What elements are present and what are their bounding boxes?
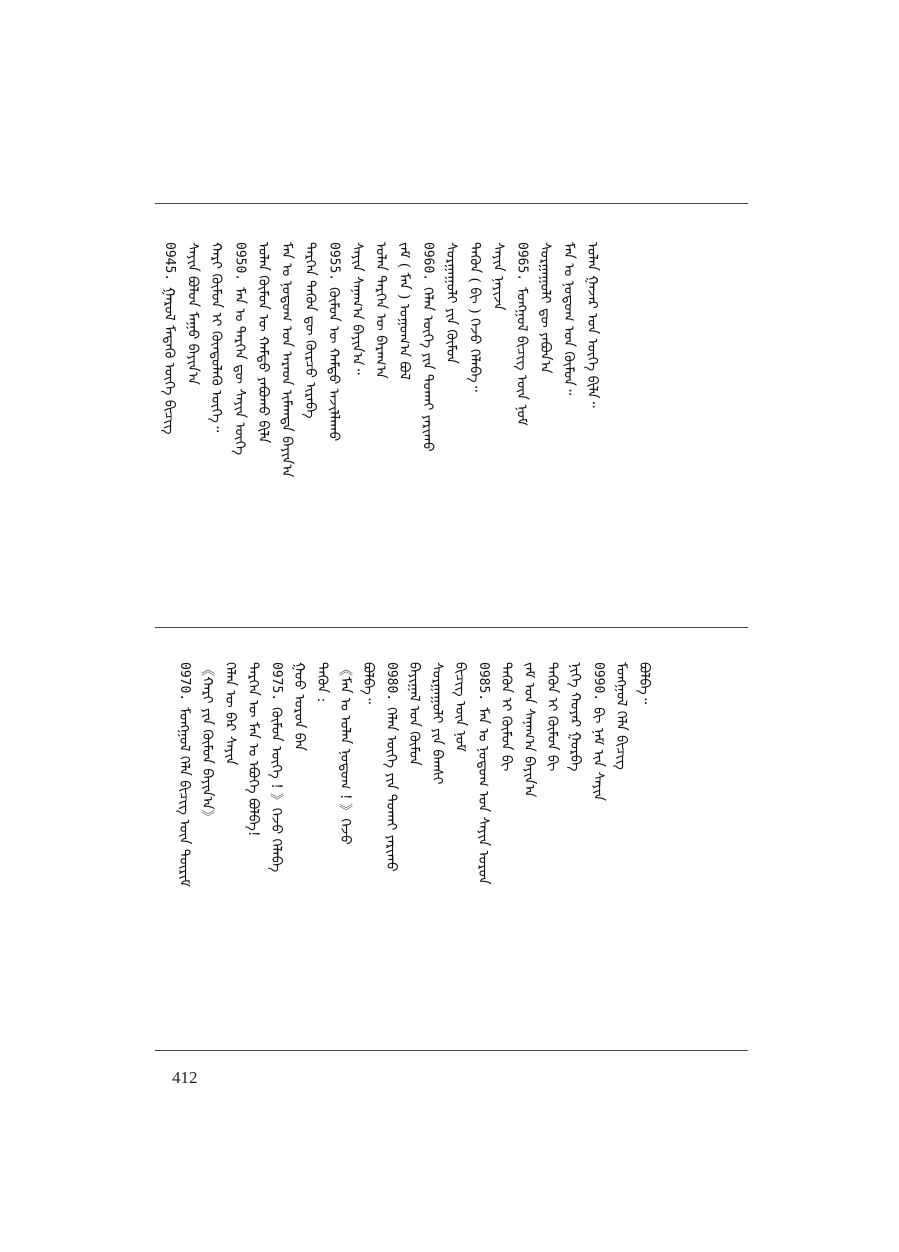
verse-text: ᠪᠢᠴᠢᠭ ᠦᠨ ᠨᠣᠮ — [452, 662, 468, 752]
line-number: 0990. — [591, 662, 606, 702]
verse-text: ᠲᠡᠭᠦᠨ ( ᠪᠢ ) ᠭᠡᠵᠦ ᠬᠡᠯᠡᠪᠡ᠃ — [466, 242, 483, 392]
text-column — [635, 662, 653, 704]
text-column — [198, 662, 216, 824]
verse-text: ᠰᠠᠶᠢᠨ ᠪᠣᠯᠣᠨ ᠮᠠᠭᠤ ᠪᠠᠶᠢᠨ᠎ᠠ — [184, 242, 201, 385]
text-column — [372, 242, 390, 379]
text-column — [566, 662, 584, 771]
verse-text: ᠮᠠᠨ ᠤ ᠨᠤᠲᠤᠭ ᠤᠨ ᠰᠠᠶᠢᠨ ᠣᠷᠣᠨ — [475, 707, 491, 885]
verse-text: ᠲᠡᠭᠦᠨ ᠢ ᠬᠦᠮᠦᠨ ᠪᠢ — [544, 662, 560, 772]
text-column — [301, 242, 319, 418]
text-column — [543, 662, 561, 771]
verse-text: ᠵᠠᠮ ( ᠮᠠᠨ ) ᠤᠭᠤᠭ᠎ᠠ ᠪᠣᠯ — [396, 242, 412, 380]
verse-text: ᠣᠯᠠᠨ ᠲᠡᠷᠭᠡᠨ ᠦ ᠪᠠᠷᠠᠭ᠎ᠠ — [372, 242, 389, 379]
line-number: 0970. — [177, 662, 192, 702]
text-column — [536, 242, 554, 374]
text-column — [474, 662, 492, 885]
lower-text-block — [175, 662, 652, 1032]
text-column — [221, 662, 239, 765]
text-column — [489, 242, 507, 310]
verse-text: ᠰᠤᠷᠭᠠᠭᠤᠯᠢ ᠳᠦ ᠶᠠᠪᠤᠨ᠎ᠠ — [537, 242, 553, 374]
verse-text: ᠮᠠᠨ ᠤ ᠲᠡᠷᠭᠡᠨ ᠳᠦ ᠰᠠᠶᠢᠨ ᠦᠭᠡ — [231, 287, 248, 456]
verse-text: ᠬᠡᠯᠡᠨ ᠦᠭᠡ ᠶᠢᠨ ᠲᠤᠬᠠᠢ ᠶᠠᠷᠢᠬᠤ — [419, 287, 436, 452]
text-column — [267, 662, 285, 872]
verse-text: ᠪᠣᠯᠪᠠ᠃ — [636, 662, 652, 704]
verse-text: ᠭᠠᠷᠤᠯ ᠮᠡᠳᠡᠬᠦ ᠦᠭᠡ ᠪᠢᠴᠢᠭ — [161, 287, 177, 435]
verse-text: ᠰᠤᠷᠭᠠᠭᠤᠯᠢ ᠶᠢᠨ ᠬᠦᠮᠦᠨ — [443, 242, 459, 364]
text-column — [583, 242, 601, 408]
text-column — [419, 242, 437, 452]
text-column — [520, 662, 538, 797]
line-number: 0980. — [384, 662, 399, 702]
verse-text: ᠲᠡᠷᠭᠡᠨ ᠦ ᠮᠠᠨ ᠤ ᠡᠪᠦᠭᠡ ᠪᠣᠯᠪᠠ! — [245, 662, 261, 837]
text-column — [497, 662, 515, 771]
bottom-rule — [155, 1050, 748, 1051]
verse-text: ᠪᠣᠯᠪᠠ᠃ — [360, 662, 376, 704]
text-column — [207, 242, 225, 432]
line-number: 0985. — [476, 662, 491, 702]
verse-text: ᠮᠣᠩᠭᠣᠯ ᠬᠡᠯᠡ ᠪᠢᠴᠢᠭ ᠦᠨ ᠳᠦᠷᠢᠮ — [176, 707, 192, 887]
text-column — [184, 242, 202, 385]
text-column — [451, 662, 469, 752]
verse-text: ᠲᠡᠭᠦᠨ : — [314, 662, 330, 703]
text-column — [254, 242, 272, 443]
text-column — [175, 662, 193, 887]
verse-text: ᠮᠣᠩᠭᠣᠯ ᠬᠡᠯᠡ ᠪᠢᠴᠢᠭ — [613, 662, 629, 770]
text-column — [428, 662, 446, 785]
page-number: 412 — [172, 1068, 198, 1087]
verse-text: ᠬᠡᠯᠡᠨ ᠦ ᠪᠠᠷ ᠰᠠᠶᠢᠨ — [222, 662, 238, 766]
text-column — [382, 662, 400, 872]
verse-text: ᠮᠠᠨ ᠤ ᠨᠤᠲᠤᠭ ᠤᠨ ᠠᠷᠠᠳ ᠢᠮᠠᠭᠳᠠ ᠪᠠᠶᠢᠨ᠎ᠠ — [278, 242, 295, 478]
text-column — [513, 242, 531, 426]
text-column — [313, 662, 331, 702]
line-number: 0960. — [420, 242, 436, 282]
text-column — [466, 242, 484, 392]
verse-text: ᠬᠡᠯᠡᠨ ᠦᠭᠡ ᠶᠢᠨ ᠲᠤᠬᠠᠢ ᠶᠠᠷᠢᠬᠤ — [383, 707, 399, 872]
verse-text: ᠤᠯᠠᠨ ᠬᠦᠮᠦᠨ ᠦ ᠬᠠᠮᠲᠤ ᠶᠠᠪᠤᠬᠤ ᠪᠢᠯᠡ — [255, 242, 271, 444]
verse-text: ᠲᠡᠷᠭᠡᠨ ᠲᠡᠭᠦᠨ ᠳᠦ ᠬᠦᠷᠴᠦ ᠢᠷᠡᠪᠡ — [302, 242, 318, 419]
upper-text-block — [160, 242, 620, 612]
text-column — [244, 662, 262, 836]
text-column — [405, 662, 423, 766]
text-column — [395, 242, 413, 380]
top-rule — [155, 203, 748, 204]
verse-text: ᠰᠠᠶᠢᠨ ᠰᠠᠨᠠᠭ᠎ᠠ ᠪᠠᠶᠢᠨ᠎ᠠ᠃ — [349, 242, 365, 375]
line-number: 0975. — [269, 662, 284, 702]
verse-text: ᠵᠠᠮ ᠤᠨ ᠰᠠᠨᠠᠭ᠎ᠠ ᠪᠠᠶᠢᠨ᠎ᠠ — [521, 662, 537, 798]
verse-text: ᠬᠠᠷᠢ ᠬᠦᠮᠦᠨ ᠢ ᠬᠦᠨᠳᠦᠯᠡᠬᠦ ᠦᠭᠡ᠃ — [208, 242, 224, 433]
line-number: 0945. — [162, 242, 177, 282]
verse-text: ᠬᠦᠮᠦᠨ ᠦ ᠬᠠᠮᠲᠤ ᠠᠵᠢᠯᠯᠠᠬᠤ — [325, 287, 342, 442]
line-number: 0955. — [326, 242, 342, 282]
text-column — [290, 662, 308, 751]
verse-text: ᠬᠦᠮᠦᠨ ᠦᠭᠡ ! 》ᠭᠡᠵᠦ ᠬᠡᠯᠡᠪᠡ — [268, 707, 284, 873]
verse-text: ᠰᠤᠷᠭᠠᠭᠤᠯᠢ ᠶᠢᠨ ᠪᠠᠭᠰᠢ — [429, 662, 445, 785]
verse-text: 《ᠬᠠᠷᠢ ᠶᠢᠨ ᠬᠦᠮᠦᠨ ᠪᠠᠶᠢᠨ᠎ᠠ》 — [199, 662, 215, 825]
text-column — [325, 242, 343, 441]
text-column — [348, 242, 366, 375]
text-column — [359, 662, 377, 704]
text-column — [336, 662, 354, 845]
verse-text: ᠨᠢᠭᠡ ᠬᠣᠶᠠᠷ ᠭᠤᠷᠪᠠ — [567, 662, 583, 772]
verse-text: ᠣᠯᠠᠨ ᠭᠠᠵᠠᠷ ᠤᠨ ᠦᠭᠡ ᠪᠢᠯᠡ᠃ — [584, 242, 600, 408]
text-column — [612, 662, 630, 770]
text-column — [442, 242, 460, 364]
text-column — [589, 662, 607, 801]
verse-text: 《ᠮᠠᠨ ᠤ ᠤᠯᠠᠨ ᠨᠤᠲᠤᠭ ! 》ᠭᠡᠵᠦ — [337, 662, 353, 845]
text-column — [160, 242, 178, 435]
line-number: 0950. — [232, 242, 248, 282]
verse-text: ᠪᠢ ᠨᠠᠮ ᠢᠨ ᠰᠠᠶᠢᠨ — [590, 707, 606, 802]
verse-text: ᠮᠣᠩᠭᠣᠯ ᠪᠢᠴᠢᠭ ᠦᠨ ᠨᠣᠮ — [513, 287, 530, 426]
line-number: 0965. — [514, 242, 530, 282]
verse-text: ᠮᠠᠨ ᠤ ᠨᠤᠲᠤᠭ ᠤᠨ ᠬᠦᠮᠦᠨ᠃ — [560, 242, 577, 396]
text-column — [278, 242, 296, 477]
verse-text: ᠪᠠᠶᠢᠭᠠᠯ ᠤᠨ ᠬᠦᠮᠦᠨ — [406, 662, 422, 766]
text-column — [231, 242, 249, 455]
middle-rule — [155, 627, 748, 628]
verse-text: ᠭᠣᠣ ᠣᠷᠣᠨ ᠪᠠᠨ — [291, 662, 307, 751]
verse-text: ᠲᠡᠭᠦᠨ ᠢ ᠬᠦᠮᠦᠨ ᠪᠢ — [498, 662, 514, 772]
verse-text: ᠰᠠᠶᠢᠨ ᠨᠠᠶᠢᠵᠠ — [490, 242, 506, 311]
text-column — [560, 242, 578, 395]
